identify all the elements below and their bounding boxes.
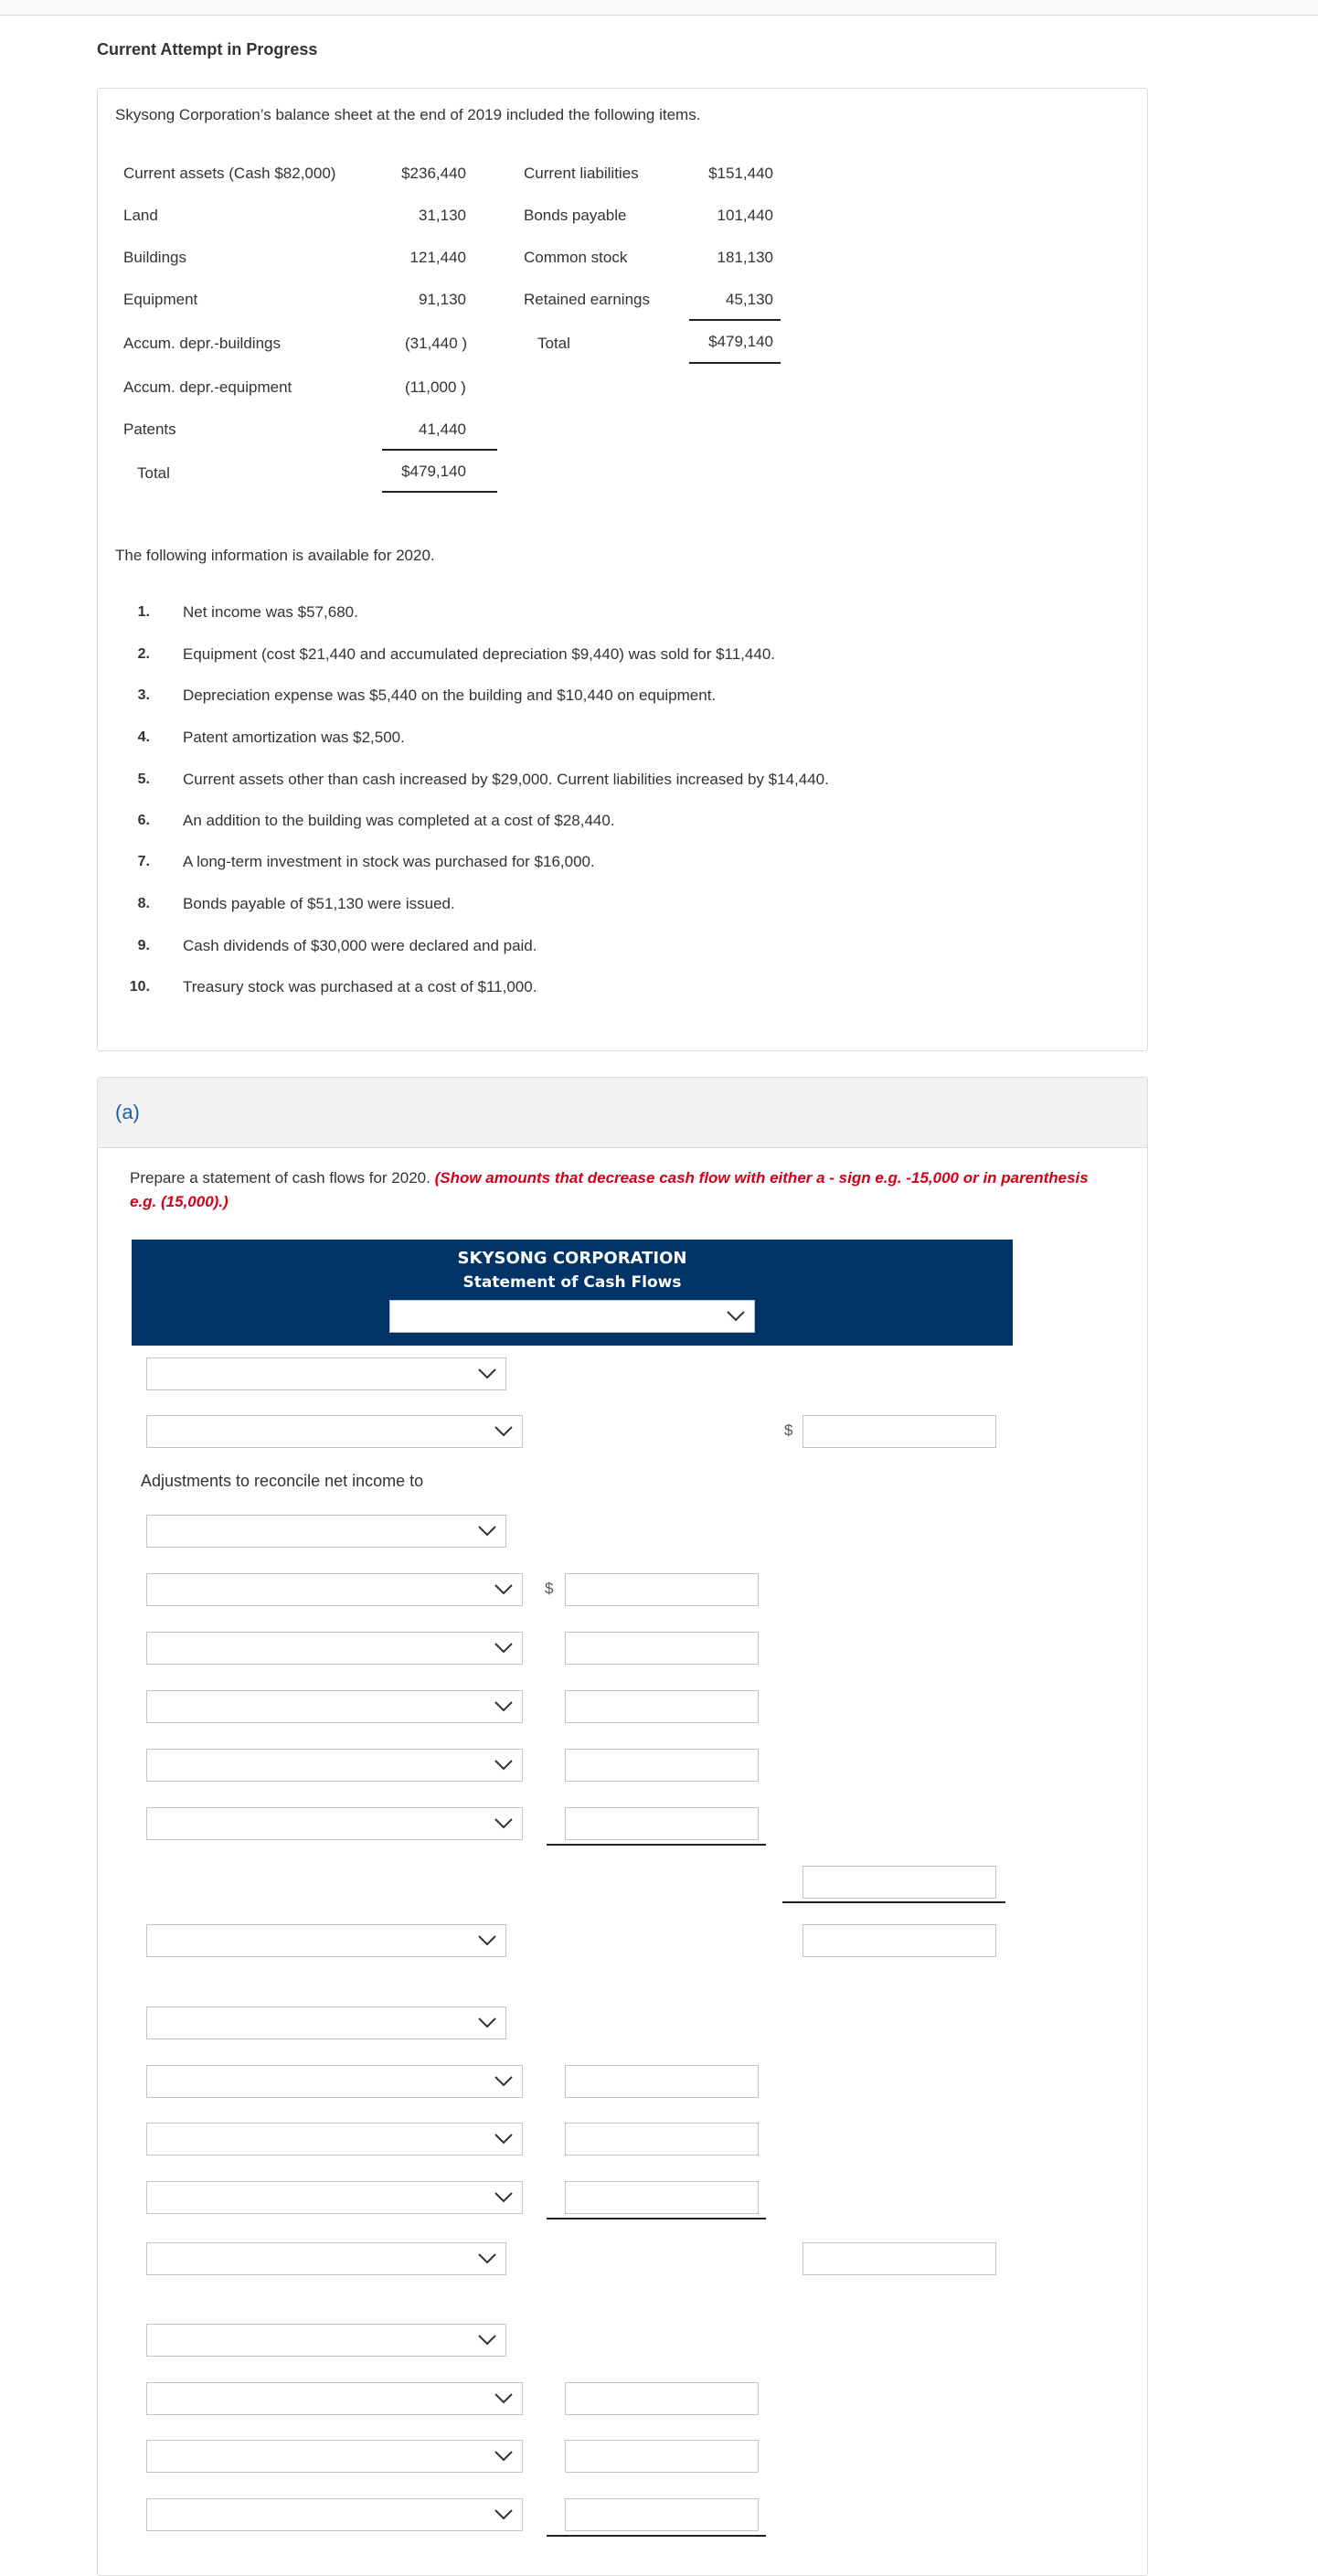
section-dropdown[interactable] — [146, 1357, 506, 1390]
asset-value: 121,440 — [409, 249, 466, 266]
subtotal-input[interactable] — [802, 1866, 996, 1899]
asset-label: Land — [123, 207, 158, 224]
asset-total-value: $479,140 — [401, 463, 466, 480]
asset-value: $236,440 — [401, 165, 466, 182]
asset-label: Accum. depr.-equipment — [123, 378, 292, 396]
item-number: 2. — [137, 646, 150, 662]
item-text: A long-term investment in stock was purchased for $16,000. — [183, 853, 595, 870]
chevron-down-icon — [493, 2387, 515, 2409]
item-number: 5. — [137, 772, 150, 787]
adjustments-label: Adjustments to reconcile net income to — [141, 1472, 424, 1490]
asset-value: 91,130 — [419, 291, 466, 308]
item-text: Depreciation expense was $5,440 on the building and $10,440 on equipment. — [183, 687, 717, 704]
chevron-down-icon — [493, 2444, 515, 2466]
liability-value: 101,440 — [717, 207, 773, 224]
subtotal-line — [547, 2218, 766, 2219]
part-label: (a) — [115, 1101, 140, 1123]
item-text: Bonds payable of $51,130 were issued. — [183, 895, 455, 912]
asset-label: Equipment — [123, 291, 198, 308]
statement-title: Statement of Cash Flows — [462, 1273, 682, 1292]
chevron-down-icon — [476, 1929, 498, 1951]
item-text: Equipment (cost $21,440 and accumulated depreciation $9,440) was sold for $11,440. — [183, 645, 775, 663]
asset-label: Accum. depr.-buildings — [123, 335, 281, 352]
dollar-sign: $ — [545, 1580, 554, 1597]
liability-total-label: Total — [537, 335, 570, 352]
instructions — [130, 1166, 1108, 1214]
chevron-down-icon — [725, 1304, 747, 1326]
dollar-sign: $ — [784, 1421, 793, 1439]
item-number: 7. — [137, 854, 150, 869]
line-item-dropdown[interactable] — [146, 1632, 523, 1665]
chevron-down-icon — [493, 1753, 515, 1775]
chevron-down-icon — [476, 2011, 498, 2033]
item-number: 6. — [137, 813, 150, 828]
subtotal-line — [547, 1844, 766, 1846]
liability-label: Bonds payable — [524, 207, 627, 224]
instruction-text: Prepare a statement of cash flows for 2020. — [130, 1169, 430, 1187]
amount-input[interactable] — [565, 2440, 759, 2473]
item-text: Treasury stock was purchased at a cost of $11,000. — [183, 978, 537, 995]
line-item-dropdown[interactable] — [146, 1515, 506, 1548]
line-item-dropdown[interactable] — [146, 1690, 523, 1723]
amount-input[interactable] — [565, 2065, 759, 2098]
amount-input[interactable] — [565, 2181, 759, 2214]
liability-label: Retained earnings — [524, 291, 650, 308]
total-rule — [382, 491, 497, 493]
item-number: 3. — [137, 687, 150, 703]
amount-input[interactable] — [565, 1690, 759, 1723]
liability-total-value: $479,140 — [708, 333, 773, 350]
liability-value: 45,130 — [726, 291, 773, 308]
line-item-dropdown[interactable] — [146, 1749, 523, 1782]
item-number: 9. — [137, 938, 150, 953]
asset-total-label: Total — [137, 464, 170, 482]
amount-input[interactable] — [565, 1749, 759, 1782]
line-item-dropdown[interactable] — [146, 2440, 523, 2473]
item-text: Patent amortization was $2,500. — [183, 729, 405, 746]
instruction-emphasis: (Show amounts that decrease cash flow with either a - sign e.g. -15,000 or in parenthesis e.g. (15,000).) — [130, 1169, 1089, 1210]
line-item-dropdown[interactable] — [146, 1807, 523, 1840]
section-dropdown[interactable] — [146, 2007, 506, 2039]
item-number: 4. — [137, 729, 150, 745]
line-item-dropdown[interactable] — [146, 2242, 506, 2275]
chevron-down-icon — [476, 2247, 498, 2269]
chevron-down-icon — [493, 1636, 515, 1658]
amount-input[interactable] — [565, 1573, 759, 1606]
item-text: Net income was $57,680. — [183, 603, 358, 621]
line-item-dropdown[interactable] — [146, 1415, 523, 1448]
item-text: Cash dividends of $30,000 were declared and paid. — [183, 937, 537, 954]
line-item-dropdown[interactable] — [146, 2382, 523, 2415]
period-dropdown[interactable] — [389, 1300, 755, 1333]
asset-label: Buildings — [123, 249, 186, 266]
chevron-down-icon — [493, 2186, 515, 2208]
amount-input[interactable] — [565, 2382, 759, 2415]
chevron-down-icon — [476, 1519, 498, 1541]
item-number: 1. — [137, 604, 150, 620]
subtotal-rule — [382, 449, 497, 451]
part-a-header — [98, 1078, 1147, 1148]
liability-label: Common stock — [524, 249, 628, 266]
chevron-down-icon — [493, 2503, 515, 2525]
chevron-down-icon — [493, 2070, 515, 2092]
chevron-down-icon — [493, 2127, 515, 2149]
amount-input[interactable] — [565, 1632, 759, 1665]
amount-input[interactable] — [565, 2123, 759, 2156]
line-item-dropdown[interactable] — [146, 2181, 523, 2214]
item-text: Current assets other than cash increased by $29,000. Current liabilities increased by $14,440. — [183, 771, 829, 788]
line-item-dropdown[interactable] — [146, 2123, 523, 2156]
chevron-down-icon — [476, 1362, 498, 1384]
chevron-down-icon — [476, 2328, 498, 2350]
asset-value: (11,000 ) — [405, 378, 466, 396]
chevron-down-icon — [493, 1578, 515, 1600]
subtotal-line — [782, 1901, 1005, 1903]
liability-label: Current liabilities — [524, 165, 639, 182]
line-item-dropdown[interactable] — [146, 2065, 523, 2098]
available-info-heading: The following information is available for 2020. — [115, 547, 435, 564]
section-dropdown[interactable] — [146, 2324, 506, 2357]
amount-input[interactable] — [565, 2498, 759, 2531]
attempt-status: Current Attempt in Progress — [97, 40, 318, 59]
line-item-dropdown[interactable] — [146, 1573, 523, 1606]
amount-input[interactable] — [565, 1807, 759, 1840]
item-number: 8. — [137, 896, 150, 911]
asset-value: (31,440 ) — [405, 335, 468, 352]
asset-label: Current assets (Cash $82,000) — [123, 165, 336, 182]
top-bar — [0, 0, 1318, 16]
total-rule — [689, 362, 781, 364]
amount-input[interactable] — [802, 2242, 996, 2275]
asset-value: 41,440 — [419, 420, 466, 438]
liability-value: $151,440 — [708, 165, 773, 182]
amount-input[interactable] — [802, 1415, 996, 1448]
problem-intro: Skysong Corporation’s balance sheet at the end of 2019 included the following items. — [115, 106, 701, 123]
company-name: SKYSONG CORPORATION — [457, 1249, 687, 1268]
item-text: An addition to the building was completed at a cost of $28,440. — [183, 812, 615, 829]
amount-input[interactable] — [802, 1924, 996, 1957]
line-item-dropdown[interactable] — [146, 1924, 506, 1957]
item-number: 10. — [129, 979, 150, 995]
liability-value: 181,130 — [717, 249, 773, 266]
chevron-down-icon — [493, 1695, 515, 1717]
chevron-down-icon — [493, 1420, 515, 1442]
subtotal-rule — [689, 319, 781, 321]
chevron-down-icon — [493, 1812, 515, 1834]
asset-value: 31,130 — [419, 207, 466, 224]
subtotal-line — [547, 2535, 766, 2537]
line-item-dropdown[interactable] — [146, 2498, 523, 2531]
asset-label: Patents — [123, 420, 176, 438]
